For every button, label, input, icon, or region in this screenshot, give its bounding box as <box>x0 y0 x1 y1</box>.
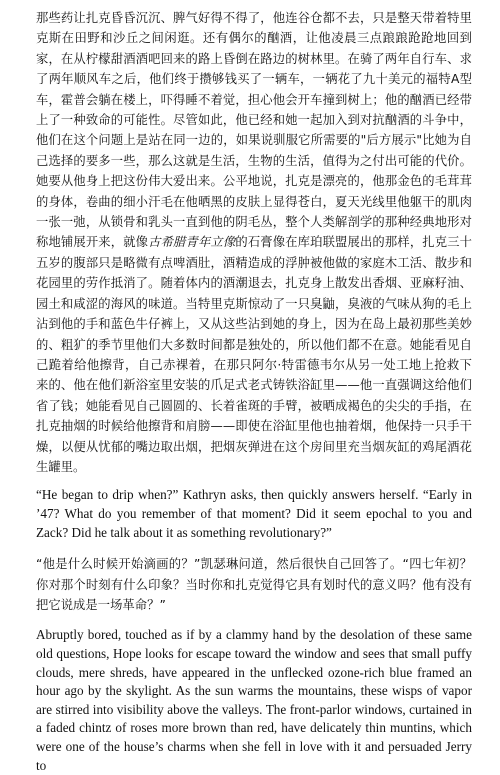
kouros-italic-term: 古希腊青年立像 <box>148 235 236 250</box>
paragraph-chinese-1-part2: 的石膏像在库珀联盟展出的那样，扎克三十五岁的腹部只是略微有点啤酒肚，酒精造成的浮肿被他做的家庭木工活、散步和花园里的劳作抵消了。随着体内的酒潮退去，扎克身上散发出香烟、亚麻籽油、园土和咸涩的海风的味道。当特里克斯惊动了一只臭鼬，臭液的气味从狗的毛上沾到他的手和蓝色牛仔裤上，又从这些沾到她的身上，因为在岛上最初那些美妙的、粗犷的季节里他们大多数时间都是独处的，所以他们都不在意。她能看见自己跪着给他擦背，自己赤裸着，在那只阿尔·特雷德韦尔从另一处工地上抢救下来的、他在他们新浴室里安装的爪足式老式铸铁浴缸里——他一直强调这给他们省了钱；她能看见自己圆圆的、长着雀斑的手臂，被晒成褐色的尖尖的手指，在扎克抽烟的时候给他擦背和肩膀——即使在浴缸里他也抽着烟，他保持一只手干燥，以便从忧郁的嘴边取出烟，把烟灰弹进在这个房间里充当烟灰缸的鸡尾酒花生罐里。 <box>36 235 473 474</box>
paragraph-chinese-2: “他是什么时候开始滴画的？”凯瑟琳问道，然后很快自己回答了。“四七年初？你对那个时刻有什么印象？当时你和扎克觉得它具有划时代的意义吗？他有没有把它说成是一场革命？” <box>36 557 472 612</box>
paragraph-english-1: “He began to drip when?” Kathryn asks, then quickly answers herself. “Early in ’47? What do you remember of that moment? Did it seem epochal to you and Zack? Did he talk about it as something revolutionary?” <box>36 487 472 540</box>
paragraph-chinese-1 <box>36 8 472 477</box>
paragraph-english-2: Abruptly bored, touched as if by a clammy hand by the desolation of these same old questions, Hope looks for escape toward the window and sees that small puffy clouds, mere shreds, have appeared in the unflecked ozone-rich blue framed an hour ago by the skylight. As the sun warms the mountains, these wisps of vapor are stirred into visibility above the valleys. The front-parlor windows, curtained in a faded chintz of roses more brown than red, have delicately thin muntins, which were one of the house’s charms when she fell in love with it and persuaded Jerry to <box>36 627 472 773</box>
paragraph-chinese-1-part1: 那些药让扎克昏昏沉沉、脾气好得不得了，他连谷仓都不去，只是整天带着特里克斯在田野和沙丘之间闲逛。还有偶尔的酗酒，让他凌晨三点踉踉跄跄地回到家，在从柠檬甜酒酒吧回来的路上昏倒在路边的树林里。在骑了两年自行车、求了两年顺风车之后，他们终于攒够钱买了一辆车，一辆花了九十美元的福特A型车，霍普会躺在楼上，吓得睡不着觉，担心他会开车撞到树上；他的酗酒已经带上了一种致命的可能性。尽管如此，他已经和她一起加入到对抗酗酒的斗争中，他们在这个问题上是站在同一边的，如果说驯服它所需要的"后方展示"比她为自己选择的要多一些，那么这就是生活，生物的生活，值得为之付出可能的代价。她要从他身上把这份伟大爱出来。公平地说，扎克是漂亮的，他那金色的毛茸茸的身体，卷曲的细小汗毛在他晒黑的皮肤上显得苍白，夏天光线里他躯干的肌肉一张一弛，从锁骨和乳头一直到他的阴毛丛，整个人类解剖学的那种经典地形对称地铺展开来，就像 <box>36 11 472 250</box>
